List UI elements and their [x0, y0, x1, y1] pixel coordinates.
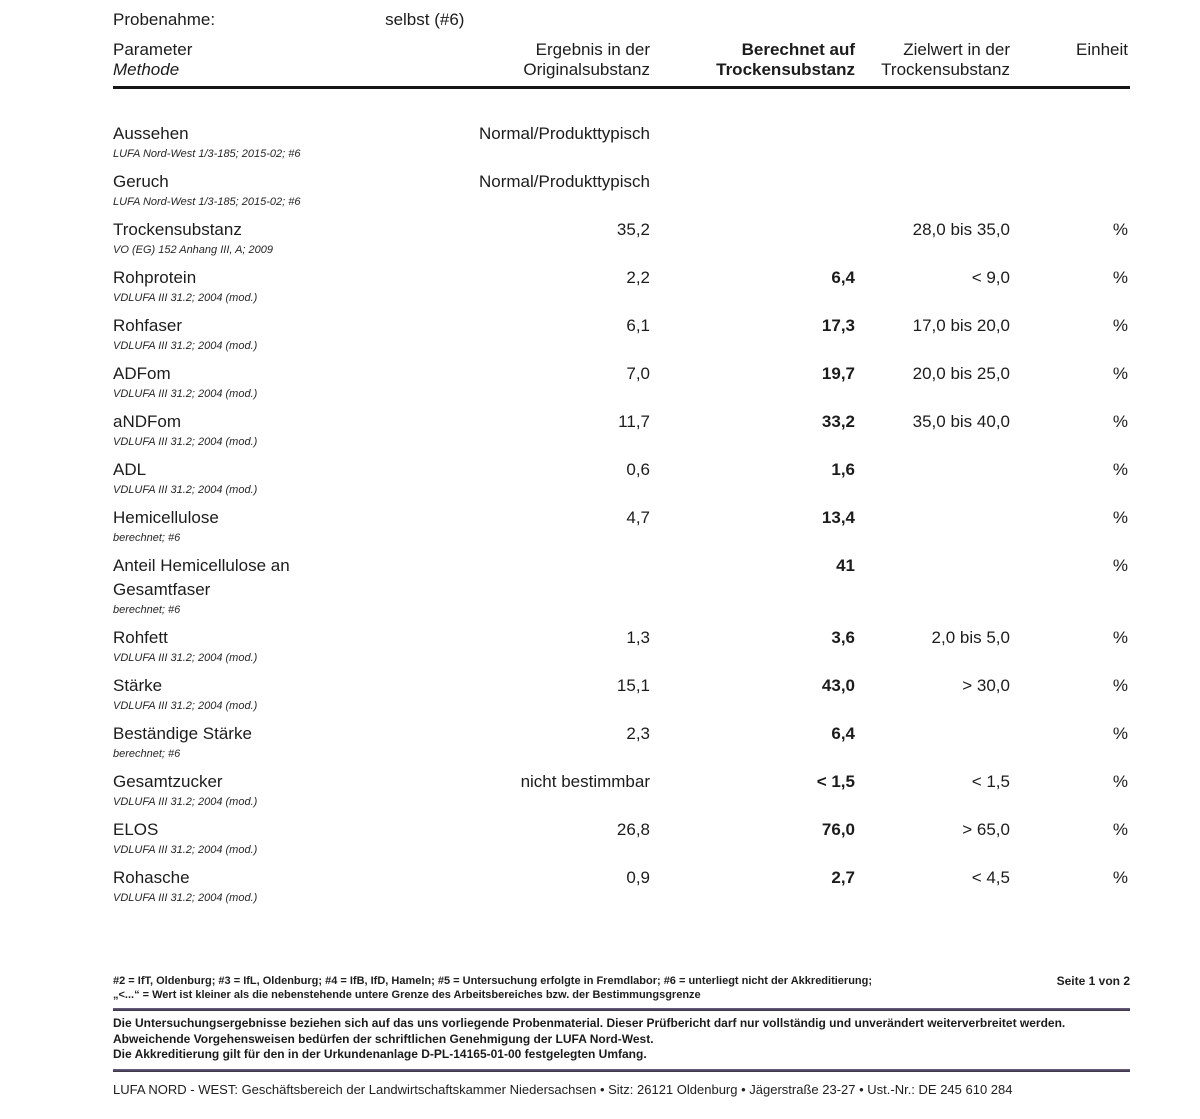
einheit-value: % — [1112, 556, 1128, 575]
parameter-name: Rohfaser — [113, 316, 182, 335]
parameter-name: Gesamtzucker — [113, 772, 223, 791]
ergebnis-value: 0,6 — [626, 460, 650, 479]
einheit-value: % — [1112, 772, 1128, 791]
zielwert-value: < 4,5 — [971, 868, 1010, 887]
ergebnis-value: 0,9 — [626, 868, 650, 887]
ergebnis-value: 26,8 — [616, 820, 650, 839]
parameter-name: ELOS — [113, 820, 159, 839]
footer-divider-line-top — [113, 1008, 1130, 1011]
header-zielwert-line2: Trockensubstanz — [881, 60, 1010, 79]
table-row — [113, 770, 1130, 818]
table-row — [113, 626, 1130, 674]
parameter-name: ADFom — [113, 364, 171, 383]
parameter-method: VDLUFA III 31.2; 2004 (mod.) — [113, 796, 258, 808]
parameter-method: berechnet; #6 — [113, 532, 181, 544]
zielwert-value: 2,0 bis 5,0 — [931, 628, 1010, 647]
berechnet-value: 1,6 — [831, 460, 855, 479]
disclaimer-line-1: Die Untersuchungsergebnisse beziehen sich auf das uns vorliegende Probenmaterial. Dieser Prüfbericht darf nur vollständig und unverändert weiterverbreitet werden. — [113, 1016, 1066, 1030]
einheit-value: % — [1112, 364, 1128, 383]
header-ergebnis-line2: Originalsubstanz — [523, 60, 650, 79]
parameter-method: VDLUFA III 31.2; 2004 (mod.) — [113, 484, 258, 496]
parameter-name: Aussehen — [113, 124, 189, 143]
berechnet-value: 76,0 — [821, 820, 855, 839]
berechnet-value: 13,4 — [821, 508, 855, 527]
table-row — [113, 410, 1130, 458]
zielwert-value: < 9,0 — [971, 268, 1010, 287]
berechnet-value: 2,7 — [831, 868, 855, 887]
table-row — [113, 674, 1130, 722]
disclaimer-line-2: Abweichende Vorgehensweisen bedürfen der schriftlichen Genehmigung der LUFA Nord-West. — [113, 1031, 654, 1046]
zielwert-value — [858, 122, 1013, 170]
parameter-method: berechnet; #6 — [113, 604, 181, 616]
header-einheit: Einheit — [1076, 40, 1128, 59]
table-row — [113, 506, 1130, 554]
berechnet-value: 3,6 — [831, 628, 855, 647]
header-methode: Methode — [113, 60, 180, 79]
results-table — [113, 122, 1130, 914]
ergebnis-value: 7,0 — [626, 364, 650, 383]
ergebnis-value: Normal/Produkttypisch — [478, 172, 650, 191]
table-row — [113, 722, 1130, 770]
einheit-value: % — [1112, 220, 1128, 239]
zielwert-value: < 1,5 — [971, 772, 1010, 791]
header-berechnet-line2: Trockensubstanz — [716, 60, 855, 79]
table-row — [113, 362, 1130, 410]
zielwert-value — [858, 458, 1013, 506]
parameter-name: ADL — [113, 460, 147, 479]
einheit-value: % — [1112, 316, 1128, 335]
probenahme-value: selbst (#6) — [385, 10, 465, 29]
berechnet-value: 17,3 — [821, 316, 855, 335]
header-divider-line — [113, 86, 1130, 89]
table-row — [113, 866, 1130, 914]
zielwert-value: 17,0 bis 20,0 — [912, 316, 1010, 335]
parameter-name: Beständige Stärke — [113, 724, 252, 743]
parameter-name: Anteil Hemicellulose an Gesamtfaser — [113, 556, 290, 599]
einheit-value: % — [1112, 628, 1128, 647]
einheit-value: % — [1112, 508, 1128, 527]
ergebnis-value: 6,1 — [626, 316, 650, 335]
berechnet-value — [663, 122, 858, 170]
header-berechnet-line1: Berechnet auf — [741, 40, 855, 59]
berechnet-value — [663, 218, 858, 266]
table-row — [113, 170, 1130, 218]
zielwert-value: > 65,0 — [962, 820, 1010, 839]
parameter-name: Geruch — [113, 172, 169, 191]
header-ergebnis-line1: Ergebnis in der — [535, 40, 650, 59]
berechnet-value: 6,4 — [831, 268, 855, 287]
zielwert-value — [858, 170, 1013, 218]
berechnet-value: < 1,5 — [816, 772, 855, 791]
parameter-name: Hemicellulose — [113, 508, 219, 527]
table-row — [113, 122, 1130, 170]
footer-divider-line-bottom — [113, 1069, 1130, 1072]
einheit-value: % — [1112, 460, 1128, 479]
table-row — [113, 314, 1130, 362]
ergebnis-value: 35,2 — [616, 220, 650, 239]
parameter-name: Stärke — [113, 676, 163, 695]
parameter-method: LUFA Nord-West 1/3-185; 2015-02; #6 — [113, 196, 301, 208]
ergebnis-value: 4,7 — [626, 508, 650, 527]
ergebnis-value: 11,7 — [618, 412, 650, 431]
header-zielwert-line1: Zielwert in der — [903, 40, 1010, 59]
einheit-value: % — [1112, 868, 1128, 887]
parameter-method: VDLUFA III 31.2; 2004 (mod.) — [113, 436, 258, 448]
parameter-method: VDLUFA III 31.2; 2004 (mod.) — [113, 340, 258, 352]
einheit-value: % — [1112, 724, 1128, 743]
berechnet-value: 6,4 — [831, 724, 855, 743]
parameter-method: berechnet; #6 — [113, 748, 181, 760]
results-table-body — [113, 122, 1130, 914]
einheit-value: % — [1112, 268, 1128, 287]
table-row — [113, 266, 1130, 314]
ergebnis-value: 2,3 — [626, 724, 650, 743]
zielwert-value: > 30,0 — [962, 676, 1010, 695]
parameter-name: Rohfett — [113, 628, 168, 647]
ergebnis-value: 15,1 — [616, 676, 650, 695]
zielwert-value — [858, 506, 1013, 554]
header-parameter: Parameter — [113, 40, 193, 59]
table-row — [113, 818, 1130, 866]
parameter-method: LUFA Nord-West 1/3-185; 2015-02; #6 — [113, 148, 301, 160]
berechnet-value: 19,7 — [821, 364, 855, 383]
footnote-lab-codes: #2 = IfT, Oldenburg; #3 = IfL, Oldenburg; #4 = IfB, IfD, Hameln; #5 = Untersuchung erfolgte in Fremdlabor; #6 = unterliegt nicht der Akkreditierung; — [113, 975, 873, 987]
berechnet-value: 33,2 — [821, 412, 855, 431]
footnote-less-than-note: „<...“ = Wert ist kleiner als die nebenstehende untere Grenze des Arbeitsbereiches bzw. der Bestimmungsgrenze — [113, 989, 701, 1001]
einheit-value: % — [1112, 820, 1128, 839]
disclaimer-block — [113, 1016, 1130, 1063]
einheit-value — [1013, 122, 1130, 170]
ergebnis-value — [413, 554, 663, 626]
probenahme-label: Probenahme: — [113, 10, 216, 29]
zielwert-value: 28,0 bis 35,0 — [912, 220, 1010, 239]
berechnet-value: 43,0 — [821, 676, 855, 695]
page-number: Seite 1 von 2 — [1056, 974, 1130, 988]
company-address-line: LUFA NORD - WEST: Geschäftsbereich der Landwirtschaftskammer Niedersachsen • Sitz: 26121 Oldenburg • Jägerstraße 23-27 • Ust.-Nr.: DE 245 610 284 — [113, 1081, 1013, 1097]
einheit-value: % — [1112, 412, 1128, 431]
berechnet-value: 41 — [836, 556, 855, 575]
zielwert-value — [858, 554, 1013, 626]
ergebnis-value: Normal/Produkttypisch — [478, 124, 650, 143]
parameter-name: aNDFom — [113, 412, 182, 431]
parameter-method: VDLUFA III 31.2; 2004 (mod.) — [113, 652, 258, 664]
parameter-method: VDLUFA III 31.2; 2004 (mod.) — [113, 700, 258, 712]
table-row — [113, 218, 1130, 266]
berechnet-value — [663, 170, 858, 218]
zielwert-value — [858, 722, 1013, 770]
ergebnis-value: nicht bestimmbar — [520, 772, 650, 791]
parameter-method: VO (EG) 152 Anhang III, A; 2009 — [113, 244, 273, 256]
parameter-name: Rohprotein — [113, 268, 197, 287]
footnotes-block — [113, 974, 1130, 1002]
disclaimer-line-3: Die Akkreditierung gilt für den in der Urkundenanlage D-PL-14165-01-00 festgelegten Umfang. — [113, 1047, 647, 1061]
parameter-name: Trockensubstanz — [113, 220, 242, 239]
table-row — [113, 554, 1130, 626]
zielwert-value: 20,0 bis 25,0 — [912, 364, 1010, 383]
parameter-method: VDLUFA III 31.2; 2004 (mod.) — [113, 292, 258, 304]
einheit-value — [1013, 170, 1130, 218]
parameter-name: Rohasche — [113, 868, 190, 887]
column-header — [113, 40, 1130, 80]
ergebnis-value: 1,3 — [626, 628, 650, 647]
parameter-method: VDLUFA III 31.2; 2004 (mod.) — [113, 844, 258, 856]
einheit-value: % — [1112, 676, 1128, 695]
table-row — [113, 458, 1130, 506]
zielwert-value: 35,0 bis 40,0 — [912, 412, 1010, 431]
ergebnis-value: 2,2 — [626, 268, 650, 287]
parameter-method: VDLUFA III 31.2; 2004 (mod.) — [113, 388, 258, 400]
probenahme-row — [113, 8, 1130, 32]
parameter-method: VDLUFA III 31.2; 2004 (mod.) — [113, 892, 258, 904]
